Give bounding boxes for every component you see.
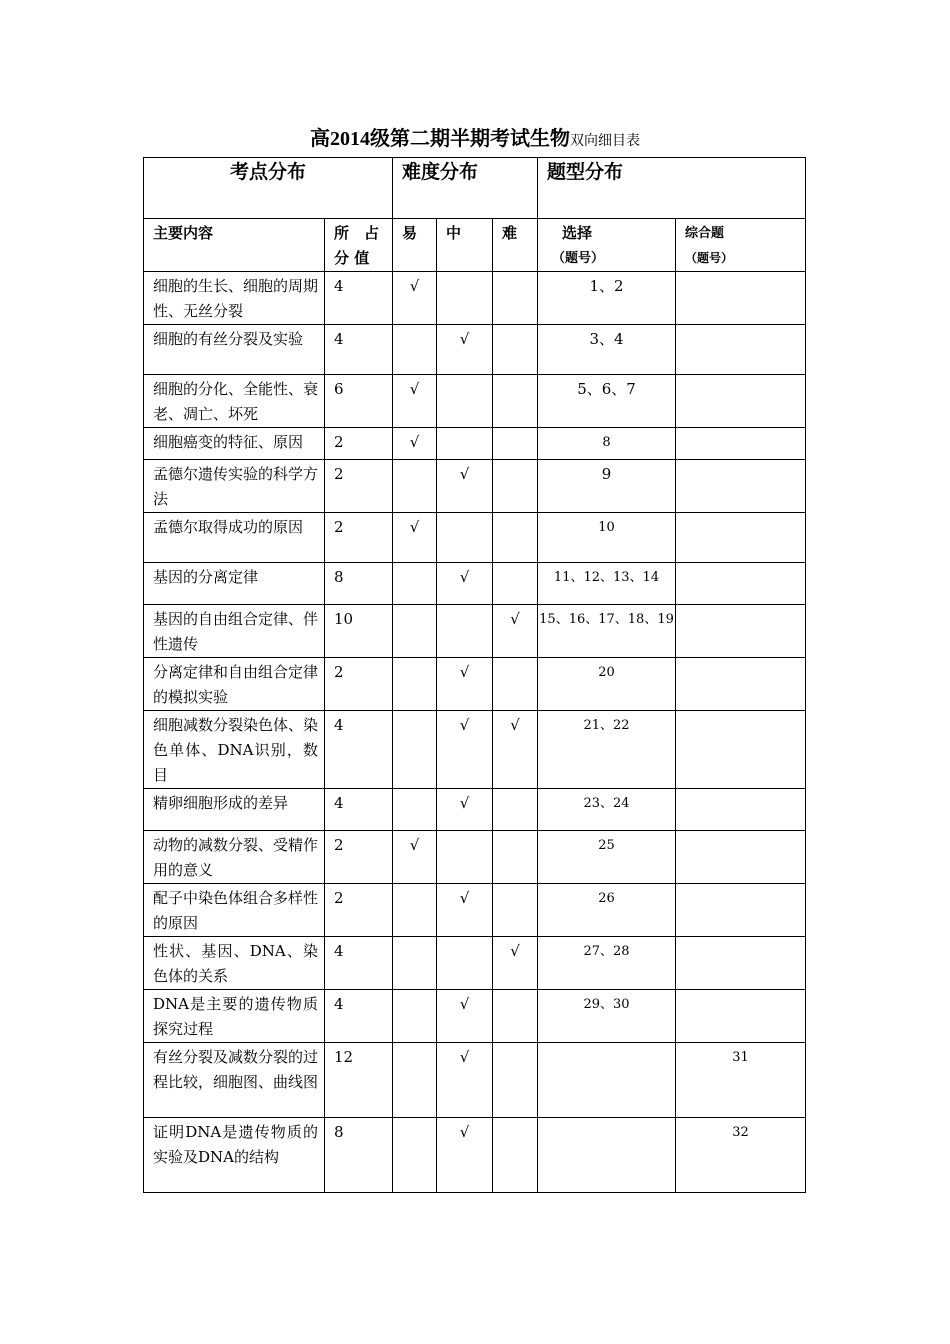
row-hard-check bbox=[493, 513, 538, 563]
row-comp-numbers bbox=[676, 272, 806, 325]
header-tixing: 题型分布 bbox=[538, 158, 806, 219]
row-comp-numbers bbox=[676, 428, 806, 460]
row-choice-numbers: 8 bbox=[538, 428, 676, 460]
row-content: 配子中染色体组合多样性的原因 bbox=[144, 884, 325, 937]
row-score: 8 bbox=[325, 563, 393, 605]
row-choice-numbers: 21、22 bbox=[538, 711, 676, 789]
row-easy-check bbox=[393, 325, 437, 375]
row-choice-numbers: 23、24 bbox=[538, 789, 676, 831]
row-comp-numbers bbox=[676, 789, 806, 831]
row-comp-numbers bbox=[676, 563, 806, 605]
table-row bbox=[144, 375, 806, 428]
row-content: 动物的减数分裂、受精作用的意义 bbox=[144, 831, 325, 884]
row-medium-check bbox=[437, 605, 493, 658]
row-content: 细胞的分化、全能性、衰老、凋亡、坏死 bbox=[144, 375, 325, 428]
header-choice-line2: （题号） bbox=[552, 251, 605, 266]
row-hard-check bbox=[493, 325, 538, 375]
table-row bbox=[144, 428, 806, 460]
row-medium-check: √ bbox=[437, 563, 493, 605]
row-medium-check: √ bbox=[437, 1118, 493, 1193]
row-choice-numbers bbox=[538, 1118, 676, 1193]
row-comp-numbers: 31 bbox=[676, 1043, 806, 1118]
row-content: 细胞减数分裂染色体、染色单体、DNA识别，数目 bbox=[144, 711, 325, 789]
row-easy-check bbox=[393, 1043, 437, 1118]
row-medium-check: √ bbox=[437, 1043, 493, 1118]
table-row bbox=[144, 460, 806, 513]
row-easy-check bbox=[393, 789, 437, 831]
row-score: 2 bbox=[325, 658, 393, 711]
header-choice bbox=[538, 219, 676, 272]
row-choice-numbers: 20 bbox=[538, 658, 676, 711]
row-comp-numbers bbox=[676, 990, 806, 1043]
row-content: 性状、基因、DNA、染色体的关系 bbox=[144, 937, 325, 990]
table-row bbox=[144, 605, 806, 658]
header-score-line1: 所 占 bbox=[334, 224, 380, 242]
title-sub: 双向细目表 bbox=[570, 133, 640, 149]
table-row bbox=[144, 658, 806, 711]
header-easy: 易 bbox=[393, 219, 437, 272]
header-row-1 bbox=[144, 158, 806, 219]
row-score: 10 bbox=[325, 605, 393, 658]
row-hard-check: √ bbox=[493, 711, 538, 789]
row-easy-check bbox=[393, 605, 437, 658]
row-content: 精卵细胞形成的差异 bbox=[144, 789, 325, 831]
row-comp-numbers: 32 bbox=[676, 1118, 806, 1193]
row-score: 2 bbox=[325, 884, 393, 937]
row-score: 4 bbox=[325, 937, 393, 990]
table-row bbox=[144, 325, 806, 375]
row-content: DNA是主要的遗传物质探究过程 bbox=[144, 990, 325, 1043]
row-content: 细胞的有丝分裂及实验 bbox=[144, 325, 325, 375]
row-medium-check: √ bbox=[437, 658, 493, 711]
row-easy-check: √ bbox=[393, 513, 437, 563]
row-score: 4 bbox=[325, 711, 393, 789]
header-kaodian: 考点分布 bbox=[144, 158, 393, 219]
row-choice-numbers: 5、6、7 bbox=[538, 375, 676, 428]
row-score: 2 bbox=[325, 428, 393, 460]
row-comp-numbers bbox=[676, 711, 806, 789]
row-score: 6 bbox=[325, 375, 393, 428]
row-medium-check bbox=[437, 375, 493, 428]
row-comp-numbers bbox=[676, 937, 806, 990]
title-main: 高2014级第二期半期考试生物 bbox=[310, 128, 570, 150]
row-hard-check: √ bbox=[493, 937, 538, 990]
row-content: 细胞癌变的特征、原因 bbox=[144, 428, 325, 460]
row-comp-numbers bbox=[676, 325, 806, 375]
table-row bbox=[144, 563, 806, 605]
row-hard-check bbox=[493, 460, 538, 513]
row-score: 2 bbox=[325, 513, 393, 563]
row-choice-numbers: 11、12、13、14 bbox=[538, 563, 676, 605]
row-comp-numbers bbox=[676, 884, 806, 937]
row-medium-check bbox=[437, 937, 493, 990]
row-hard-check bbox=[493, 990, 538, 1043]
row-content: 细胞的生长、细胞的周期性、无丝分裂 bbox=[144, 272, 325, 325]
row-score: 4 bbox=[325, 272, 393, 325]
row-medium-check bbox=[437, 428, 493, 460]
row-hard-check bbox=[493, 1118, 538, 1193]
row-choice-numbers: 15、16、17、18、19 bbox=[538, 605, 676, 658]
row-hard-check bbox=[493, 563, 538, 605]
row-easy-check: √ bbox=[393, 375, 437, 428]
row-easy-check: √ bbox=[393, 831, 437, 884]
row-easy-check: √ bbox=[393, 428, 437, 460]
table-row bbox=[144, 272, 806, 325]
row-easy-check bbox=[393, 658, 437, 711]
row-hard-check bbox=[493, 272, 538, 325]
row-comp-numbers bbox=[676, 460, 806, 513]
row-choice-numbers bbox=[538, 1043, 676, 1118]
row-hard-check bbox=[493, 1043, 538, 1118]
row-content: 分离定律和自由组合定律的模拟实验 bbox=[144, 658, 325, 711]
row-easy-check bbox=[393, 460, 437, 513]
row-comp-numbers bbox=[676, 375, 806, 428]
header-choice-line1: 选择 bbox=[562, 224, 593, 242]
row-hard-check bbox=[493, 789, 538, 831]
row-comp-numbers bbox=[676, 831, 806, 884]
row-score: 4 bbox=[325, 789, 393, 831]
table-row bbox=[144, 711, 806, 789]
header-hard: 难 bbox=[493, 219, 538, 272]
row-medium-check bbox=[437, 513, 493, 563]
row-easy-check bbox=[393, 1118, 437, 1193]
table-row bbox=[144, 789, 806, 831]
row-score: 12 bbox=[325, 1043, 393, 1118]
header-nandu: 难度分布 bbox=[393, 158, 538, 219]
table-row bbox=[144, 1118, 806, 1193]
table-row bbox=[144, 990, 806, 1043]
row-content: 基因的分离定律 bbox=[144, 563, 325, 605]
header-score-line2: 分 值 bbox=[334, 249, 370, 267]
row-score: 4 bbox=[325, 325, 393, 375]
row-choice-numbers: 3、4 bbox=[538, 325, 676, 375]
table-row bbox=[144, 831, 806, 884]
header-comp bbox=[676, 219, 806, 272]
row-medium-check bbox=[437, 831, 493, 884]
specification-table bbox=[143, 157, 806, 1193]
header-medium: 中 bbox=[437, 219, 493, 272]
row-hard-check: √ bbox=[493, 605, 538, 658]
header-score bbox=[325, 219, 393, 272]
row-choice-numbers: 26 bbox=[538, 884, 676, 937]
row-hard-check bbox=[493, 375, 538, 428]
row-choice-numbers: 25 bbox=[538, 831, 676, 884]
header-comp-line1: 综合题 bbox=[685, 226, 725, 241]
row-content: 孟德尔取得成功的原因 bbox=[144, 513, 325, 563]
row-easy-check bbox=[393, 884, 437, 937]
row-easy-check bbox=[393, 990, 437, 1043]
row-content: 孟德尔遗传实验的科学方法 bbox=[144, 460, 325, 513]
row-content: 证明DNA是遗传物质的实验及DNA的结构 bbox=[144, 1118, 325, 1193]
row-medium-check: √ bbox=[437, 884, 493, 937]
row-easy-check bbox=[393, 937, 437, 990]
row-score: 2 bbox=[325, 460, 393, 513]
row-content: 基因的自由组合定律、伴性遗传 bbox=[144, 605, 325, 658]
row-hard-check bbox=[493, 428, 538, 460]
row-comp-numbers bbox=[676, 513, 806, 563]
row-content: 有丝分裂及减数分裂的过程比较，细胞图、曲线图 bbox=[144, 1043, 325, 1118]
table-row bbox=[144, 884, 806, 937]
document-title bbox=[0, 122, 950, 151]
row-choice-numbers: 10 bbox=[538, 513, 676, 563]
row-easy-check: √ bbox=[393, 272, 437, 325]
row-easy-check bbox=[393, 711, 437, 789]
header-row-2 bbox=[144, 219, 806, 272]
row-score: 4 bbox=[325, 990, 393, 1043]
row-easy-check bbox=[393, 563, 437, 605]
table-row bbox=[144, 937, 806, 990]
row-medium-check: √ bbox=[437, 711, 493, 789]
table-row bbox=[144, 1043, 806, 1118]
row-hard-check bbox=[493, 884, 538, 937]
row-hard-check bbox=[493, 831, 538, 884]
row-choice-numbers: 9 bbox=[538, 460, 676, 513]
row-comp-numbers bbox=[676, 605, 806, 658]
row-medium-check bbox=[437, 272, 493, 325]
row-medium-check: √ bbox=[437, 789, 493, 831]
row-hard-check bbox=[493, 658, 538, 711]
row-score: 2 bbox=[325, 831, 393, 884]
row-medium-check: √ bbox=[437, 990, 493, 1043]
table-row bbox=[144, 513, 806, 563]
row-choice-numbers: 1、2 bbox=[538, 272, 676, 325]
row-medium-check: √ bbox=[437, 460, 493, 513]
row-medium-check: √ bbox=[437, 325, 493, 375]
row-score: 8 bbox=[325, 1118, 393, 1193]
header-main-content: 主要内容 bbox=[144, 219, 325, 272]
row-choice-numbers: 27、28 bbox=[538, 937, 676, 990]
row-comp-numbers bbox=[676, 658, 806, 711]
header-comp-line2: （题号） bbox=[685, 251, 734, 265]
row-choice-numbers: 29、30 bbox=[538, 990, 676, 1043]
